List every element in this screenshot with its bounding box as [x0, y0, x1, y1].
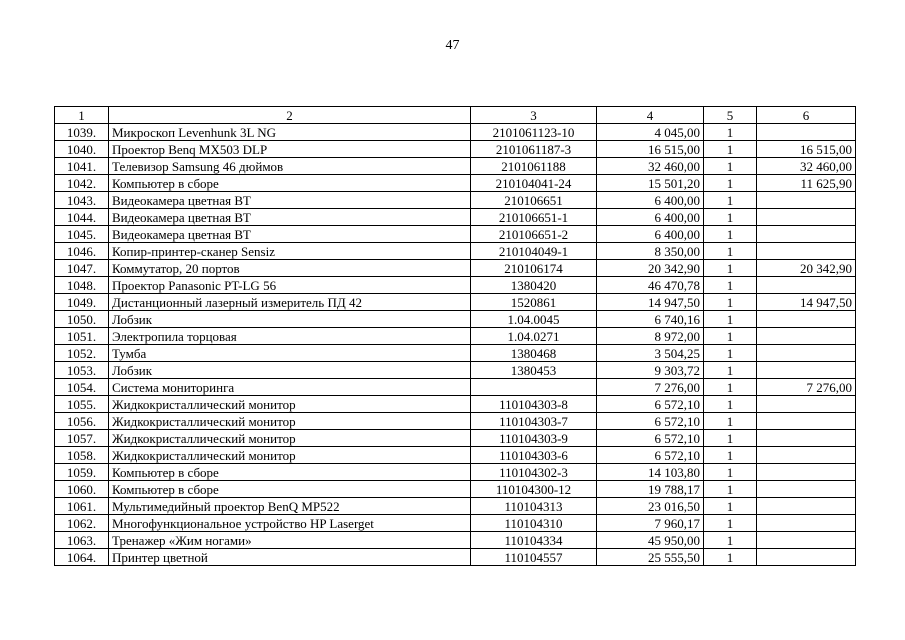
row-number-cell: 1048. [55, 277, 109, 294]
item-price-cell: 8 350,00 [597, 243, 704, 260]
residual-value-cell [757, 413, 856, 430]
item-name-cell: Жидкокристаллический монитор [109, 430, 471, 447]
row-number-cell: 1049. [55, 294, 109, 311]
inventory-number-cell [471, 379, 597, 396]
page-number: 47 [445, 38, 460, 53]
item-quantity-cell: 1 [704, 345, 757, 362]
row-number-cell: 1061. [55, 498, 109, 515]
item-quantity-cell: 1 [704, 277, 757, 294]
item-quantity-cell: 1 [704, 124, 757, 141]
item-quantity-cell: 1 [704, 481, 757, 498]
item-quantity-cell: 1 [704, 515, 757, 532]
residual-value-cell: 20 342,90 [757, 260, 856, 277]
column-header-number: 1 [55, 107, 109, 124]
item-price-cell: 6 400,00 [597, 192, 704, 209]
item-name-cell: Микроскоп Levenhunk 3L NG [109, 124, 471, 141]
row-number-cell: 1064. [55, 549, 109, 566]
item-price-cell: 7 276,00 [597, 379, 704, 396]
residual-value-cell [757, 209, 856, 226]
table-body [55, 124, 856, 566]
table-row [55, 260, 856, 277]
residual-value-cell [757, 430, 856, 447]
table-row [55, 396, 856, 413]
inventory-number-cell: 110104334 [471, 532, 597, 549]
item-price-cell: 14 103,80 [597, 464, 704, 481]
item-price-cell: 32 460,00 [597, 158, 704, 175]
table-row [55, 158, 856, 175]
inventory-number-cell: 1380453 [471, 362, 597, 379]
row-number-cell: 1057. [55, 430, 109, 447]
row-number-cell: 1059. [55, 464, 109, 481]
residual-value-cell [757, 328, 856, 345]
row-number-cell: 1039. [55, 124, 109, 141]
row-number-cell: 1063. [55, 532, 109, 549]
item-price-cell: 14 947,50 [597, 294, 704, 311]
item-price-cell: 6 400,00 [597, 226, 704, 243]
item-quantity-cell: 1 [704, 430, 757, 447]
row-number-cell: 1055. [55, 396, 109, 413]
table-row [55, 311, 856, 328]
inventory-number-cell: 1380468 [471, 345, 597, 362]
row-number-cell: 1045. [55, 226, 109, 243]
row-number-cell: 1056. [55, 413, 109, 430]
item-name-cell: Лобзик [109, 362, 471, 379]
residual-value-cell [757, 226, 856, 243]
item-price-cell: 25 555,50 [597, 549, 704, 566]
item-price-cell: 6 572,10 [597, 447, 704, 464]
residual-value-cell [757, 498, 856, 515]
table-header-row [55, 107, 856, 124]
column-header-balance: 6 [757, 107, 856, 124]
item-name-cell: Жидкокристаллический монитор [109, 447, 471, 464]
inventory-number-cell: 210106174 [471, 260, 597, 277]
row-number-cell: 1041. [55, 158, 109, 175]
item-name-cell: Мультимедийный проектор BenQ MP522 [109, 498, 471, 515]
item-quantity-cell: 1 [704, 447, 757, 464]
item-name-cell: Проектор Panasonic PT-LG 56 [109, 277, 471, 294]
residual-value-cell [757, 362, 856, 379]
residual-value-cell: 32 460,00 [757, 158, 856, 175]
inventory-number-cell: 110104313 [471, 498, 597, 515]
table-row [55, 481, 856, 498]
item-name-cell: Видеокамера цветная ВТ [109, 226, 471, 243]
inventory-number-cell: 110104310 [471, 515, 597, 532]
table-row [55, 141, 856, 158]
inventory-number-cell: 210106651-1 [471, 209, 597, 226]
residual-value-cell [757, 345, 856, 362]
table-row [55, 549, 856, 566]
item-name-cell: Компьютер в сборе [109, 175, 471, 192]
residual-value-cell: 11 625,90 [757, 175, 856, 192]
inventory-number-cell: 2101061187-3 [471, 141, 597, 158]
item-name-cell: Система мониторинга [109, 379, 471, 396]
residual-value-cell [757, 481, 856, 498]
table-row [55, 430, 856, 447]
item-quantity-cell: 1 [704, 413, 757, 430]
residual-value-cell: 16 515,00 [757, 141, 856, 158]
item-price-cell: 6 400,00 [597, 209, 704, 226]
item-name-cell: Компьютер в сборе [109, 464, 471, 481]
inventory-number-cell: 110104302-3 [471, 464, 597, 481]
item-quantity-cell: 1 [704, 209, 757, 226]
item-price-cell: 46 470,78 [597, 277, 704, 294]
residual-value-cell [757, 277, 856, 294]
inventory-number-cell: 1520861 [471, 294, 597, 311]
residual-value-cell [757, 311, 856, 328]
item-name-cell: Копир-принтер-сканер Sensiz [109, 243, 471, 260]
item-price-cell: 6 572,10 [597, 413, 704, 430]
column-header-price: 4 [597, 107, 704, 124]
item-price-cell: 4 045,00 [597, 124, 704, 141]
item-quantity-cell: 1 [704, 464, 757, 481]
row-number-cell: 1044. [55, 209, 109, 226]
row-number-cell: 1058. [55, 447, 109, 464]
column-header-quantity: 5 [704, 107, 757, 124]
item-price-cell: 15 501,20 [597, 175, 704, 192]
item-name-cell: Тренажер «Жим ногами» [109, 532, 471, 549]
inventory-number-cell: 210106651-2 [471, 226, 597, 243]
table-row [55, 362, 856, 379]
residual-value-cell: 14 947,50 [757, 294, 856, 311]
item-name-cell: Лобзик [109, 311, 471, 328]
row-number-cell: 1053. [55, 362, 109, 379]
residual-value-cell [757, 243, 856, 260]
inventory-number-cell: 210106651 [471, 192, 597, 209]
table-row [55, 413, 856, 430]
table-row [55, 124, 856, 141]
item-name-cell: Телевизор Samsung 46 дюймов [109, 158, 471, 175]
item-quantity-cell: 1 [704, 294, 757, 311]
table-row [55, 175, 856, 192]
row-number-cell: 1042. [55, 175, 109, 192]
row-number-cell: 1043. [55, 192, 109, 209]
inventory-number-cell: 110104303-6 [471, 447, 597, 464]
residual-value-cell [757, 192, 856, 209]
table-row [55, 464, 856, 481]
inventory-table [54, 106, 856, 566]
item-quantity-cell: 1 [704, 362, 757, 379]
item-price-cell: 9 303,72 [597, 362, 704, 379]
item-name-cell: Проектор Benq MX503 DLP [109, 141, 471, 158]
table-row [55, 192, 856, 209]
item-price-cell: 6 572,10 [597, 396, 704, 413]
item-price-cell: 19 788,17 [597, 481, 704, 498]
column-header-name: 2 [109, 107, 471, 124]
item-quantity-cell: 1 [704, 328, 757, 345]
item-quantity-cell: 1 [704, 396, 757, 413]
residual-value-cell [757, 124, 856, 141]
item-quantity-cell: 1 [704, 311, 757, 328]
item-name-cell: Жидкокристаллический монитор [109, 396, 471, 413]
table-row [55, 447, 856, 464]
item-name-cell: Электропила торцовая [109, 328, 471, 345]
item-quantity-cell: 1 [704, 243, 757, 260]
item-quantity-cell: 1 [704, 158, 757, 175]
row-number-cell: 1062. [55, 515, 109, 532]
table-row [55, 294, 856, 311]
inventory-number-cell: 2101061188 [471, 158, 597, 175]
table-row [55, 532, 856, 549]
item-price-cell: 20 342,90 [597, 260, 704, 277]
item-price-cell: 23 016,50 [597, 498, 704, 515]
inventory-number-cell: 110104300-12 [471, 481, 597, 498]
item-name-cell: Многофункциональное устройство HP Laserget [109, 515, 471, 532]
inventory-number-cell: 110104557 [471, 549, 597, 566]
row-number-cell: 1052. [55, 345, 109, 362]
table-row [55, 226, 856, 243]
table-row [55, 328, 856, 345]
inventory-number-cell: 110104303-7 [471, 413, 597, 430]
table-row [55, 498, 856, 515]
item-name-cell: Принтер цветной [109, 549, 471, 566]
table-row [55, 515, 856, 532]
residual-value-cell [757, 549, 856, 566]
inventory-number-cell: 210104041-24 [471, 175, 597, 192]
residual-value-cell [757, 515, 856, 532]
item-price-cell: 8 972,00 [597, 328, 704, 345]
item-name-cell: Тумба [109, 345, 471, 362]
item-quantity-cell: 1 [704, 175, 757, 192]
inventory-number-cell: 2101061123-10 [471, 124, 597, 141]
table-row [55, 277, 856, 294]
item-price-cell: 16 515,00 [597, 141, 704, 158]
item-quantity-cell: 1 [704, 379, 757, 396]
inventory-number-cell: 1.04.0045 [471, 311, 597, 328]
item-name-cell: Видеокамера цветная ВТ [109, 209, 471, 226]
residual-value-cell: 7 276,00 [757, 379, 856, 396]
inventory-number-cell: 1380420 [471, 277, 597, 294]
item-price-cell: 7 960,17 [597, 515, 704, 532]
item-quantity-cell: 1 [704, 260, 757, 277]
item-quantity-cell: 1 [704, 141, 757, 158]
row-number-cell: 1054. [55, 379, 109, 396]
row-number-cell: 1047. [55, 260, 109, 277]
inventory-number-cell: 110104303-8 [471, 396, 597, 413]
item-name-cell: Дистанционный лазерный измеритель ПД 42 [109, 294, 471, 311]
item-price-cell: 6 740,16 [597, 311, 704, 328]
inventory-number-cell: 210104049-1 [471, 243, 597, 260]
residual-value-cell [757, 396, 856, 413]
item-name-cell: Видеокамера цветная ВТ [109, 192, 471, 209]
residual-value-cell [757, 464, 856, 481]
row-number-cell: 1050. [55, 311, 109, 328]
row-number-cell: 1060. [55, 481, 109, 498]
item-price-cell: 45 950,00 [597, 532, 704, 549]
item-quantity-cell: 1 [704, 549, 757, 566]
item-quantity-cell: 1 [704, 532, 757, 549]
column-header-inventory-number: 3 [471, 107, 597, 124]
row-number-cell: 1046. [55, 243, 109, 260]
table-row [55, 243, 856, 260]
table-row [55, 345, 856, 362]
inventory-number-cell: 110104303-9 [471, 430, 597, 447]
item-price-cell: 6 572,10 [597, 430, 704, 447]
residual-value-cell [757, 447, 856, 464]
item-price-cell: 3 504,25 [597, 345, 704, 362]
row-number-cell: 1040. [55, 141, 109, 158]
item-name-cell: Компьютер в сборе [109, 481, 471, 498]
table-row [55, 209, 856, 226]
item-quantity-cell: 1 [704, 498, 757, 515]
item-name-cell: Коммутатор, 20 портов [109, 260, 471, 277]
row-number-cell: 1051. [55, 328, 109, 345]
residual-value-cell [757, 532, 856, 549]
inventory-number-cell: 1.04.0271 [471, 328, 597, 345]
item-quantity-cell: 1 [704, 192, 757, 209]
table-row [55, 379, 856, 396]
item-name-cell: Жидкокристаллический монитор [109, 413, 471, 430]
item-quantity-cell: 1 [704, 226, 757, 243]
